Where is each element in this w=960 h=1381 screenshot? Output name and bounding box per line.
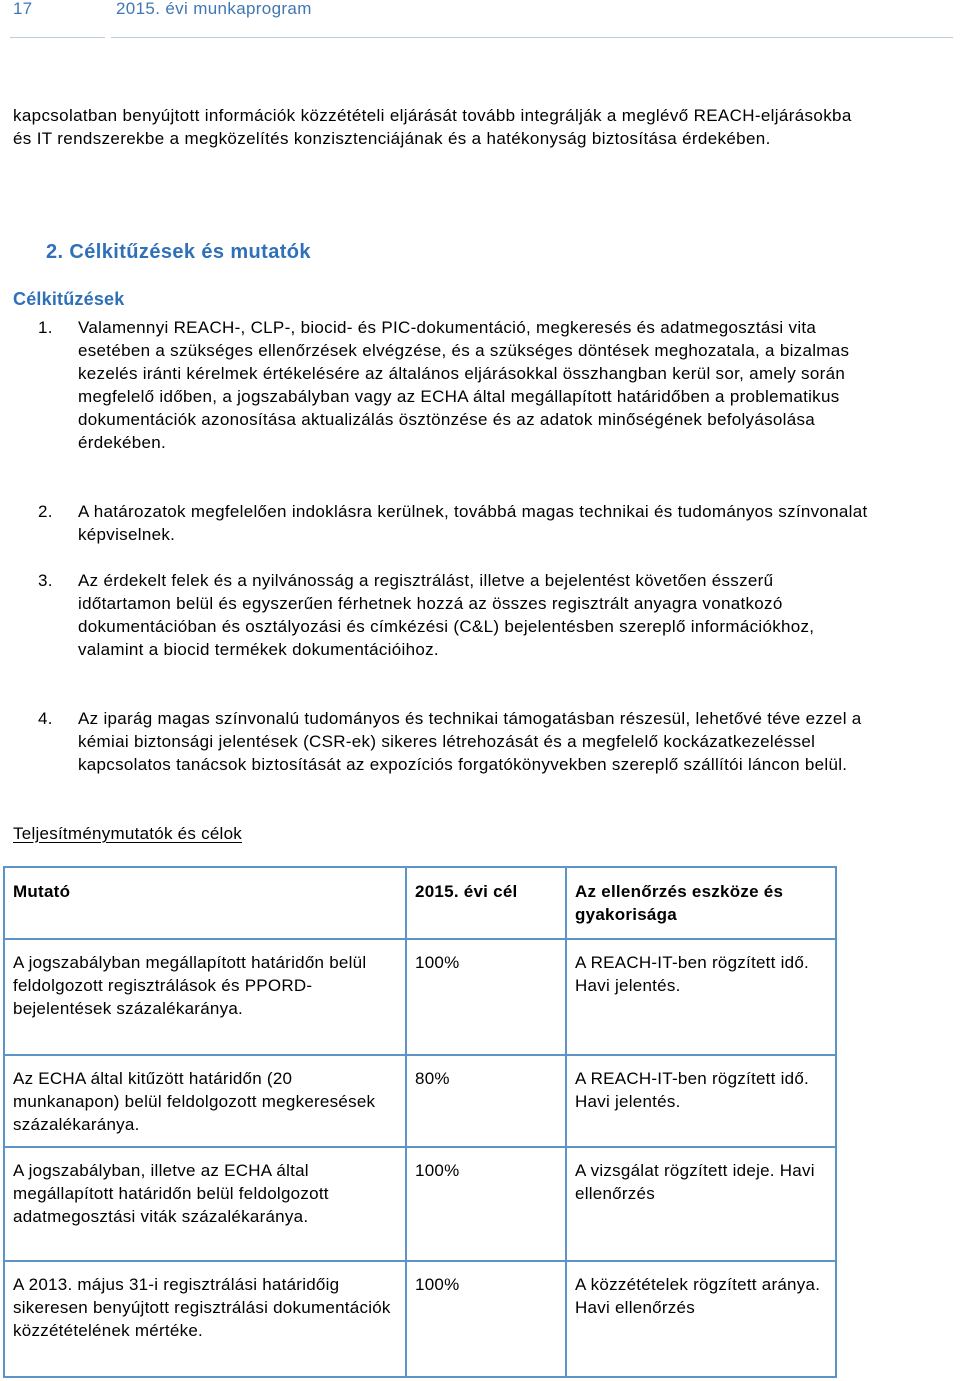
metric-cell (4, 1055, 406, 1147)
metric-cell (4, 1261, 406, 1377)
target-header-label: 2015. évi cél (415, 882, 518, 901)
table-row (4, 1147, 836, 1261)
table-row (4, 1055, 836, 1147)
table-row (4, 939, 836, 1055)
performance-indicators-title: Teljesítménymutatók és célok (13, 824, 243, 843)
target-text: 100% (415, 1161, 460, 1180)
header-divider-left (10, 37, 105, 38)
objective-number: 3. (38, 571, 53, 590)
page-header (0, 0, 960, 40)
section-heading: 2. Célkitűzések és mutatók (46, 240, 311, 263)
objective-text: Az iparág magas színvonalú tudományos és technikai támogatásban részesül, lehetővé téve ezzel a kémiai biztonsági jelentések (CSR-ek) sikeres létrehozását és a megfelelő kockázatkezeléssel kapcsolatos tanácsok biztosítását az expozíciós forgatókönyvekben szereplő szállítói láncon belül. (78, 709, 862, 774)
tool-text: A közzétételek rögzített aránya. Havi ellenőrzés (575, 1275, 821, 1317)
objective-text: Valamennyi REACH-, CLP-, biocid- és PIC-dokumentáció, megkeresés és adatmegosztási vita esetében a szükséges ellenőrzések elvégzése, és a szükséges döntések meghozatala, a bizalmas kezelés iránti kérelmek értékelésére az általános eljárásokkal összhangban kerül sor, amely során megfelelő időben, a jogszabályban vagy az ECHA által megállapított határidőben a problematikus dokumentációk azonosítása aktualizálás ösztönzése és az adatok minőségének befolyásolása érdekében. (78, 318, 850, 452)
tool-text: A vizsgálat rögzített ideje. Havi ellenőrzés (575, 1161, 815, 1203)
target-text: 80% (415, 1069, 450, 1088)
metric-header-label: Mutató (13, 882, 71, 901)
tool-text: A REACH-IT-ben rögzített idő. Havi jelentés. (575, 1069, 810, 1111)
page-number: 17 (13, 0, 33, 18)
tool-column-header (566, 867, 836, 939)
target-text: 100% (415, 953, 460, 972)
tool-cell (566, 939, 836, 1055)
target-cell (406, 1055, 566, 1147)
table-row (4, 1261, 836, 1377)
table-header-row (4, 867, 836, 939)
running-title: 2015. évi munkaprogram (116, 0, 312, 18)
tool-cell (566, 1261, 836, 1377)
tool-cell (566, 1055, 836, 1147)
metric-cell (4, 1147, 406, 1261)
metric-text: A jogszabályban, illetve az ECHA által megállapított határidőn belül feldolgozott adatmegosztási viták százalékaránya. (13, 1161, 329, 1226)
objective-text: Az érdekelt felek és a nyilvánosság a regisztrálást, illetve a bejelentést követően ésszerű időtartamon belül és egyszerűen férhetnek hozzá az összes regisztrált anyagra vonatkozó dokumentációban és osztályozási és címkézési (C&L) bejelentésben szereplő információkhoz, valamint a biocid termékek dokumentációihoz. (78, 571, 815, 659)
objectives-subheading: Célkitűzések (13, 289, 125, 309)
tool-header-label: Az ellenőrzés eszköze és gyakorisága (575, 882, 784, 924)
target-cell (406, 1261, 566, 1377)
performance-indicators-table (3, 866, 837, 1378)
objective-number: 1. (38, 318, 53, 337)
objective-number: 4. (38, 709, 53, 728)
target-cell (406, 1147, 566, 1261)
header-divider-right (111, 37, 953, 38)
target-text: 100% (415, 1275, 460, 1294)
objective-number: 2. (38, 502, 53, 521)
metric-text: A jogszabályban megállapított határidőn belül feldolgozott regisztrálások és PPORD-bejelentések százalékaránya. (13, 953, 367, 1018)
objective-text: A határozatok megfelelően indoklásra kerülnek, továbbá magas technikai és tudományos színvonalat képviselnek. (78, 502, 868, 544)
metric-text: A 2013. május 31-i regisztrálási határidőig sikeresen benyújtott regisztrálási dokumentációk közzétételének mértéke. (13, 1275, 391, 1340)
intro-paragraph: kapcsolatban benyújtott információk közzétételi eljárását tovább integrálják a meglévő REACH-eljárásokba és IT rendszerekbe a megközelítés konzisztenciájának és a hatékonyság biztosítása érdekében. (13, 106, 852, 148)
metric-cell (4, 939, 406, 1055)
metric-text: Az ECHA által kitűzött határidőn (20 munkanapon) belül feldolgozott megkeresések százalékaránya. (13, 1069, 376, 1134)
target-column-header (406, 867, 566, 939)
tool-cell (566, 1147, 836, 1261)
tool-text: A REACH-IT-ben rögzített idő. Havi jelentés. (575, 953, 810, 995)
metric-column-header (4, 867, 406, 939)
target-cell (406, 939, 566, 1055)
